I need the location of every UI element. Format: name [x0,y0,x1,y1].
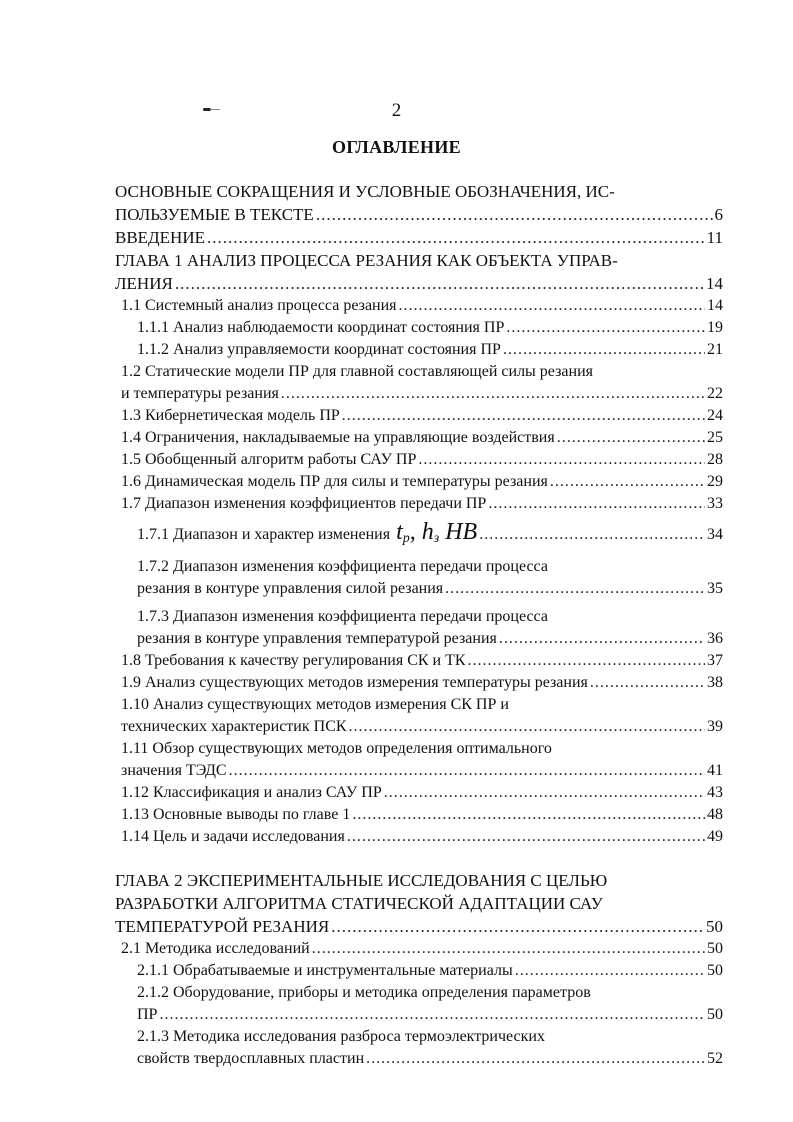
dot-leader [229,760,705,782]
toc-entry-title: 1.14 Цель и задачи исследования [121,828,345,845]
toc-entry-last-line [137,1048,723,1070]
toc-entry-last-line [121,471,723,493]
toc-entry-page: 35 [707,580,723,597]
toc-entry-last-line [121,804,723,826]
toc-entry-title: резания в контуре управления силой резания [137,580,444,597]
toc-entry-line: 1.7.2 Диапазон изменения коэффициента передачи процесса [137,558,548,575]
toc-entry-last-line [137,339,723,361]
toc-entry [115,180,723,226]
toc-entry [115,339,723,361]
dot-leader [550,471,705,493]
toc-entry-last-line [115,272,723,295]
toc-entry [115,556,723,600]
toc-entry-title: 1.1.1 Анализ наблюдаемости координат состояния ПР [137,319,505,336]
dot-leader [445,578,705,600]
toc-entry-line: ОСНОВНЫЕ СОКРАЩЕНИЯ И УСЛОВНЫЕ ОБОЗНАЧЕНИЯ, ИС- [115,182,615,201]
toc-entry-last-line [121,716,723,738]
toc-entry-page: 38 [707,674,723,691]
toc-entry-title: 1.8 Требования к качеству регулирования СК и ТК [121,652,466,669]
dot-leader [384,782,705,804]
toc-title: ОГЛАВЛЕНИЕ [332,137,461,157]
toc-entry-title: технических характеристик ПСК [121,718,347,735]
table-of-contents [115,180,723,1070]
toc-entry-title: значения ТЭДС [121,762,227,779]
toc-entry [115,606,723,650]
toc-entry-last-line [121,782,723,804]
toc-entry-line: 1.7.3 Диапазон изменения коэффициента передачи процесса [137,608,548,625]
dot-leader [399,295,705,317]
toc-entry [115,361,723,405]
toc-entry-last-line [121,295,723,317]
toc-entry-page: 37 [707,652,723,669]
toc-entry-title: ТЕМПЕРАТУРОЙ РЕЗАНИЯ [115,917,330,936]
toc-entry-title: 1.4 Ограничения, накладываемые на управляющие воздействия [121,429,555,446]
dot-leader [342,405,705,427]
toc-entry-page: 39 [707,718,723,735]
toc-entry-last-line [137,578,723,600]
dot-leader [515,960,705,982]
toc-entry-page: 22 [707,385,723,402]
math-h-subscript: з [433,531,440,546]
toc-entry-last-line [137,317,723,339]
toc-entry-title: резания в контуре управления температурой резания [137,630,497,647]
toc-entry-last-line [115,226,723,249]
toc-entry-title: 1.7 Диапазон изменения коэффициентов передачи ПР [121,495,487,512]
toc-entry-page: 43 [707,784,723,801]
toc-entry-title: 2.1 Методика исследований [121,940,310,957]
dot-leader [366,1048,705,1070]
math-expression: $t_р$, $h_з$ HB [396,519,478,546]
toc-entry-title: 1.9 Анализ существующих методов измерения температуры резания [121,674,588,691]
toc-entry-last-line [121,650,723,672]
toc-entry-title: 1.1 Системный анализ процесса резания [121,297,397,314]
toc-entry-line: ГЛАВА 1 АНАЛИЗ ПРОЦЕССА РЕЗАНИЯ КАК ОБЪЕКТА УПРАВ- [115,251,618,270]
toc-entry-line: 1.2 Статические модели ПР для главной составляющей силы резания [121,363,593,380]
toc-entry-page: 34 [707,526,723,543]
toc-entry-last-line [121,493,723,515]
dot-leader [418,449,705,471]
toc-entry-last-line [137,1004,723,1026]
dot-leader [499,628,705,650]
dot-leader [468,650,705,672]
toc-entry-title: ПР [137,1006,158,1023]
toc-entry [115,960,723,982]
toc-entry [115,249,723,295]
toc-entry [115,694,723,738]
dot-leader [479,524,705,546]
toc-entry [115,405,723,427]
dot-leader [175,272,704,295]
toc-entry [115,226,723,249]
toc-entry-last-line [137,960,723,982]
dot-leader [349,716,705,738]
toc-entry-page: 11 [706,228,723,247]
toc-entry-title: ЛЕНИЯ [115,274,173,293]
toc-entry-title: и температуры резания [121,385,279,402]
toc-entry-last-line [121,826,723,848]
toc-entry-title: ВВЕДЕНИЕ [115,228,205,247]
toc-entry-page: 50 [706,917,723,936]
toc-entry-last-line [121,672,723,694]
toc-entry-page: 52 [707,1050,723,1067]
dot-leader [352,804,705,826]
toc-entry-page: 50 [707,940,723,957]
toc-entry-last-line [121,427,723,449]
toc-entry-page: 14 [707,297,723,314]
toc-entry-page: 19 [707,319,723,336]
toc-entry [115,938,723,960]
toc-entry-page: 28 [707,451,723,468]
toc-entry [115,317,723,339]
toc-entry-last-line [115,915,723,938]
dot-leader [159,1004,705,1026]
toc-entry [115,804,723,826]
toc-entry-title: 1.3 Кибернетическая модель ПР [121,407,340,424]
toc-entry-page: 6 [714,205,723,224]
toc-entry-page: 25 [707,429,723,446]
toc-entry-page: 36 [707,630,723,647]
dot-leader [503,339,705,361]
toc-entry [115,672,723,694]
math-t-subscript: р [402,531,410,546]
toc-entry-last-line [137,628,723,650]
toc-entry-line: ГЛАВА 2 ЭКСПЕРИМЕНТАЛЬНЫЕ ИССЛЕДОВАНИЯ С ЦЕЛЬЮ [115,871,608,890]
toc-entry-page: 41 [707,762,723,779]
toc-entry-last-line [137,521,723,550]
dot-leader [488,493,705,515]
toc-entry-title: ПОЛЬЗУЕМЫЕ В ТЕКСТЕ [115,205,314,224]
toc-entry [115,869,723,938]
toc-entry-page: 50 [707,962,723,979]
toc-entry-last-line [121,760,723,782]
toc-entry-title: 1.1.2 Анализ управляемости координат состояния ПР [137,341,501,358]
toc-entry-title: 1.7.1 Диапазон и характер изменения [137,526,391,543]
dot-leader [557,427,705,449]
toc-entry-page: 48 [707,806,723,823]
math-h: h [421,519,434,545]
dot-leader [281,383,705,405]
toc-entry-page: 50 [707,1006,723,1023]
math-t: t [396,519,403,545]
toc-entry-title: 1.5 Обобщенный алгоритм работы САУ ПР [121,451,417,468]
toc-entry-last-line [121,383,723,405]
toc-entry [115,1026,723,1070]
dot-leader [347,826,705,848]
dot-leader [590,672,705,694]
dot-leader [207,226,705,249]
toc-entry-last-line [121,938,723,960]
toc-entry-page: 49 [707,828,723,845]
toc-entry [115,295,723,317]
toc-entry [115,449,723,471]
toc-entry [115,427,723,449]
toc-entry [115,826,723,848]
toc-entry [115,521,723,550]
toc-entry [115,738,723,782]
toc-entry-title: 1.13 Основные выводы по главе 1 [121,806,351,823]
math-hb: HB [445,519,478,545]
dot-leader [316,203,713,226]
toc-entry-title: свойств твердосплавных пластин [137,1050,365,1067]
toc-entry [115,982,723,1026]
toc-entry-last-line [121,449,723,471]
toc-entry [115,493,723,515]
dot-leader [506,317,705,339]
toc-entry-line: 2.1.2 Оборудование, приборы и методика определения параметров [137,984,591,1001]
toc-entry [115,650,723,672]
toc-entry-page: 21 [707,341,723,358]
toc-entry-line: 1.11 Обзор существующих методов определения оптимального [121,740,552,757]
toc-entry-last-line [115,203,723,226]
page-number: 2 [391,100,402,121]
dot-leader [312,938,705,960]
toc-entry-line: 2.1.3 Методика исследования разброса термоэлектрических [137,1028,545,1045]
toc-entry-title: 1.12 Классификация и анализ САУ ПР [121,784,382,801]
toc-entry [115,782,723,804]
dot-leader [331,915,704,938]
toc-entry-title: 2.1.1 Обрабатываемые и инструментальные материалы [137,962,513,979]
toc-entry [115,471,723,493]
toc-entry-page: 29 [707,473,723,490]
toc-entry-page: 24 [707,407,723,424]
toc-entry-title: 1.6 Динамическая модель ПР для силы и температуры резания [121,473,548,490]
toc-entry-page: 33 [707,495,723,512]
toc-entry-line: РАЗРАБОТКИ АЛГОРИТМА СТАТИЧЕСКОЙ АДАПТАЦИИ САУ [115,894,603,913]
toc-entry-page: 14 [706,274,723,293]
toc-entry-line: 1.10 Анализ существующих методов измерения СК ПР и [121,696,509,713]
toc-entry-last-line [121,405,723,427]
